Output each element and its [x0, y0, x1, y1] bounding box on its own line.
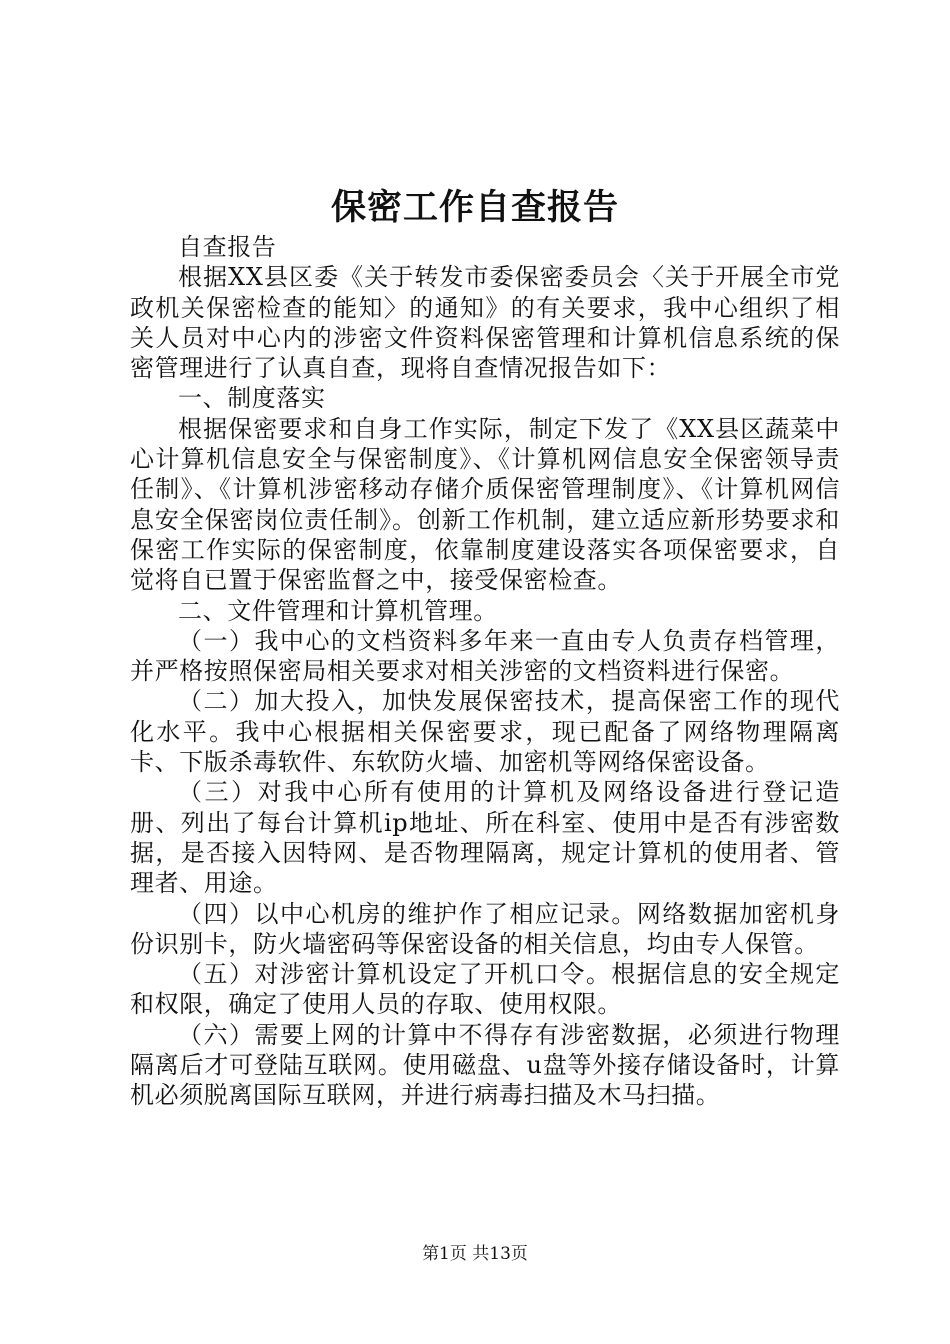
- document-title: 保密工作自查报告: [330, 187, 619, 228]
- paragraph-item-5: （五）对涉密计算机设定了开机口令。根据信息的安全规定和权限，确定了使用人员的存取、使用权限。: [130, 960, 840, 1019]
- paragraph-section-1: 根据保密要求和自身工作实际，制定下发了《XX县区蔬菜中心计算机信息安全与保密制度》、《计算机网信息安全保密领导责任制》、《计算机涉密移动存储介质保密管理制度》、《计算机网信息安全保密岗位责任制》。创新工作机制，建立适应新形势要求和保密工作实际的保密制度，依靠制度建设落实各项保密要求，自觉将自已置于保密监督之中，接受保密检查。: [130, 414, 840, 595]
- paragraph-intro: 根据XX县区委《关于转发市委保密委员会〈关于开展全市党政机关保密检查的能知〉的通知》的有关要求，我中心组织了相关人员对中心内的涉密文件资料保密管理和计算机信息系统的保密管理进行了认真自查，现将自查情况报告如下：: [130, 263, 840, 383]
- paragraph-item-1: （一）我中心的文档资料多年来一直由专人负责存档管理，并严格按照保密局相关要求对相关涉密的文档资料进行保密。: [130, 626, 840, 686]
- paragraph-heading-report: 自查报告: [178, 233, 277, 261]
- paragraph-item-6: （六）需要上网的计算中不得存有涉密数据，必须进行物理隔离后才可登陆互联网。使用磁盘、u盘等外接存储设备时，计算机必须脱离国际互联网，并进行病毒扫描及木马扫描。: [130, 1020, 840, 1110]
- paragraph-item-3: （三）对我中心所有使用的计算机及网络设备进行登记造册、列出了每台计算机ip地址、所在科室、使用中是否有涉密数据，是否接入因特网、是否物理隔离，规定计算机的使用者、管理者、用途。: [130, 778, 840, 898]
- page-footer: 第1页 共13页: [422, 1244, 528, 1264]
- section-heading-2: 二、文件管理和计算机管理。: [178, 596, 498, 625]
- paragraph-item-2: （二）加大投入，加快发展保密技术，提高保密工作的现代化水平。我中心根据相关保密要求，现已配备了网络物理隔离卡、下版杀毒软件、东软防火墙、加密机等网络保密设备。: [130, 687, 840, 777]
- paragraph-item-4: （四）以中心机房的维护作了相应记录。网络数据加密机身份识别卡，防火墙密码等保密设备的相关信息，均由专人保管。: [130, 899, 840, 958]
- document-body: [130, 232, 840, 1111]
- section-heading-1: 一、制度落实: [178, 384, 326, 413]
